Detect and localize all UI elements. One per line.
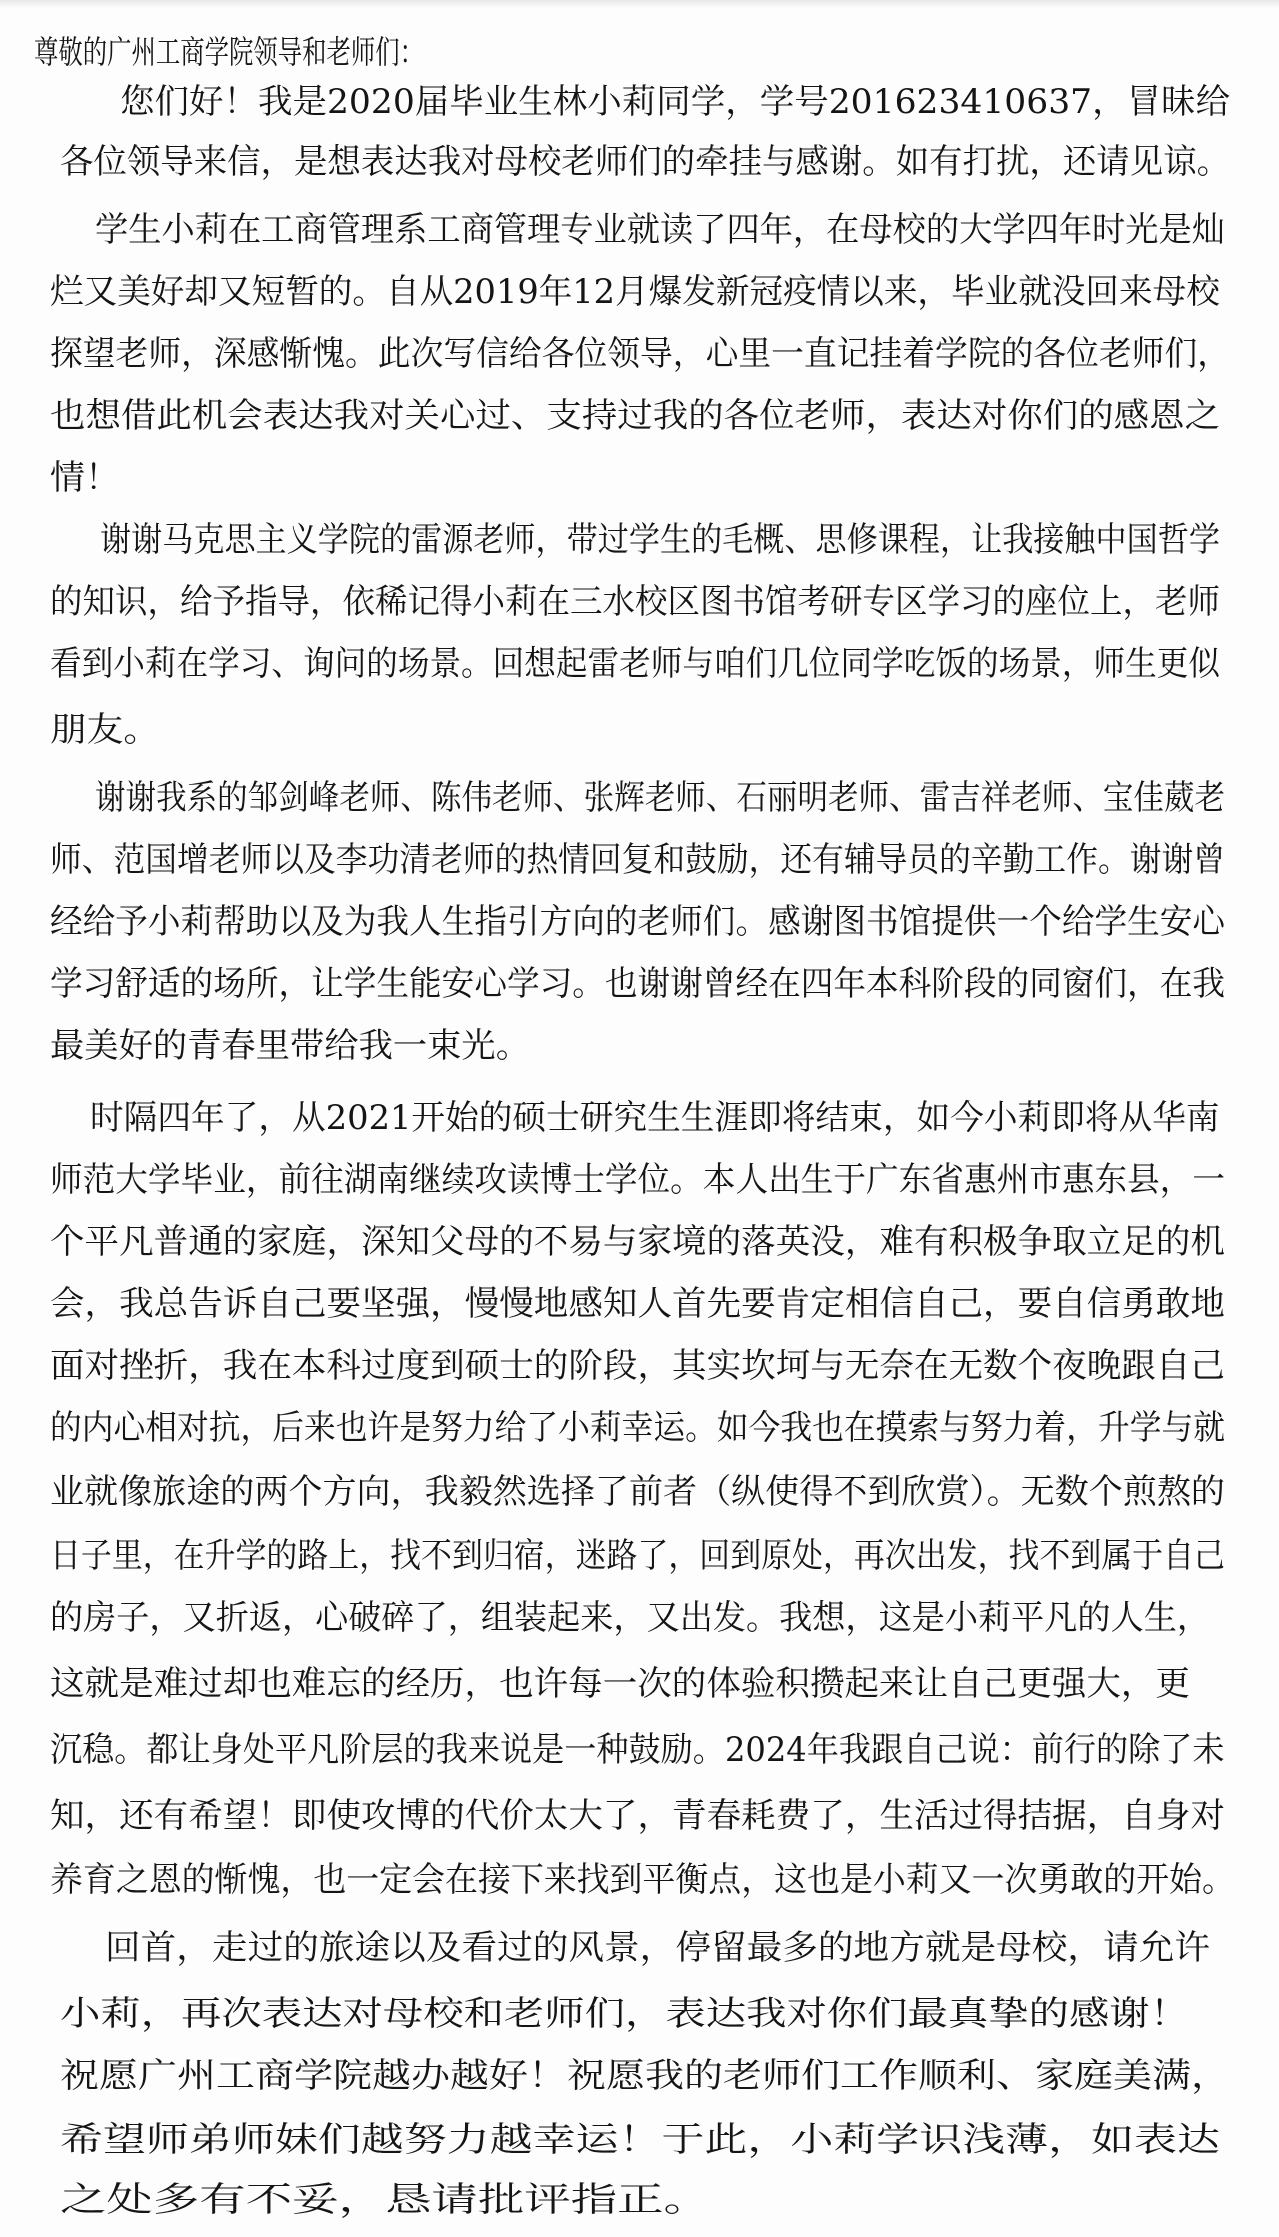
paragraph-5-line-7: 业就像旅途的两个方向，我毅然选择了前者（纵使得不到欣赏）。无数个煎熬的 [50, 1472, 1225, 1512]
paragraph-1-line-2: 各位领导来信，是想表达我对母校老师们的牵挂与感谢。如有打扰，还请见谅。 [60, 142, 1231, 182]
paragraph-6-line-2: 小莉，再次表达对母校和老师们，表达我对你们最真挚的感谢！ [60, 1994, 1191, 2034]
paragraph-7-line-1: 祝愿广州工商学院越办越好！祝愿我的老师们工作顺利、家庭美满， [60, 2056, 1231, 2096]
paragraph-2-line-5: 情！ [50, 458, 120, 498]
paragraph-5-line-12: 知，还有希望！即使攻博的代价太大了，青春耗费了，生活过得拮据，自身对 [50, 1796, 1225, 1836]
paragraph-5-line-1: 时隔四年了，从2021开始的硕士研究生生涯即将结束，如今小莉即将从华南 [90, 1098, 1220, 1138]
paragraph-4-line-3: 经给予小莉帮助以及为我人生指引方向的老师们。感谢图书馆提供一个给学生安心 [50, 902, 1226, 942]
letter-salutation: 尊敬的广州工商学院领导和老师们： [34, 33, 425, 71]
paragraph-6-line-1: 回首，走过的旅途以及看过的风景，停留最多的地方就是母校，请允许 [105, 1928, 1211, 1968]
paragraph-5-line-4: 会，我总告诉自己要坚强，慢慢地感知人首先要肯定相信自己，要自信勇敢地 [50, 1284, 1225, 1324]
paragraph-1-line-1: 您们好！我是2020届毕业生林小莉同学，学号201623410637，冒昧给 [120, 82, 1231, 122]
paragraph-2-line-3: 探望老师，深感惭愧。此次写信给各位领导，心里一直记挂着学院的各位老师们， [50, 334, 1231, 374]
paragraph-5-line-2: 师范大学毕业，前往湖南继续攻读博士学位。本人出生于广东省惠州市惠东县，一 [50, 1160, 1226, 1200]
paragraph-4-line-2: 师、范国增老师以及李功清老师的热情回复和鼓励，还有辅导员的辛勤工作。谢谢曾 [50, 840, 1225, 880]
paragraph-4-line-5: 最美好的青春里带给我一束光。 [50, 1026, 530, 1066]
paragraph-2-line-2: 烂又美好却又短暂的。自从2019年12月爆发新冠疫情以来，毕业就没回来母校 [50, 272, 1220, 312]
paragraph-5-line-8: 日子里，在升学的路上，找不到归宿，迷路了，回到原处，再次出发，找不到属于自己 [50, 1536, 1225, 1576]
paragraph-5-line-9: 的房子，又折返，心破碎了，组装起来，又出发。我想，这是小莉平凡的人生， [50, 1598, 1211, 1638]
paragraph-7-line-3: 之处多有不妥，恳请批评指正。 [60, 2180, 710, 2220]
paragraph-7-line-2: 希望师弟师妹们越努力越幸运！于此，小莉学识浅薄，如表达 [60, 2120, 1220, 2160]
paragraph-5-line-13: 养育之恩的惭愧，也一定会在接下来找到平衡点，这也是小莉又一次勇敢的开始。 [50, 1860, 1235, 1900]
paragraph-5-line-10: 这就是难过却也难忘的经历，也许每一次的体验积攒起来让自己更强大，更 [50, 1664, 1190, 1704]
paragraph-4-line-4: 学习舒适的场所，让学生能安心学习。也谢谢曾经在四年本科阶段的同窗们，在我 [50, 964, 1226, 1004]
paragraph-5-line-11: 沉稳。都让身处平凡阶层的我来说是一种鼓励。2024年我跟自己说：前行的除了未 [50, 1730, 1225, 1770]
paragraph-5-line-3: 个平凡普通的家庭，深知父母的不易与家境的落英没，难有积极争取立足的机 [50, 1222, 1225, 1262]
paragraph-3-line-1: 谢谢马克思主义学院的雷源老师，带过学生的毛概、思修课程，让我接触中国哲学 [100, 520, 1220, 560]
paragraph-3-line-3: 看到小莉在学习、询问的场景。回想起雷老师与咱们几位同学吃饭的场景，师生更似 [50, 644, 1220, 684]
paragraph-2-line-1: 学生小莉在工商管理系工商管理专业就读了四年，在母校的大学四年时光是灿 [95, 210, 1225, 250]
paragraph-5-line-6: 的内心相对抗，后来也许是努力给了小莉幸运。如今我也在摸索与努力着，升学与就 [50, 1408, 1225, 1448]
paragraph-2-line-4: 也想借此机会表达我对关心过、支持过我的各位老师，表达对你们的感恩之 [50, 396, 1221, 436]
paragraph-5-line-5: 面对挫折，我在本科过度到硕士的阶段，其实坎坷与无奈在无数个夜晚跟自己 [50, 1346, 1225, 1386]
paragraph-3-line-4: 朋友。 [50, 710, 160, 750]
scan-edge-shade [0, 0, 1279, 8]
paragraph-3-line-2: 的知识，给予指导，依稀记得小莉在三水校区图书馆考研专区学习的座位上，老师 [50, 582, 1221, 622]
paragraph-4-line-1: 谢谢我系的邹剑峰老师、陈伟老师、张辉老师、石丽明老师、雷吉祥老师、宝佳葳老 [95, 778, 1226, 818]
